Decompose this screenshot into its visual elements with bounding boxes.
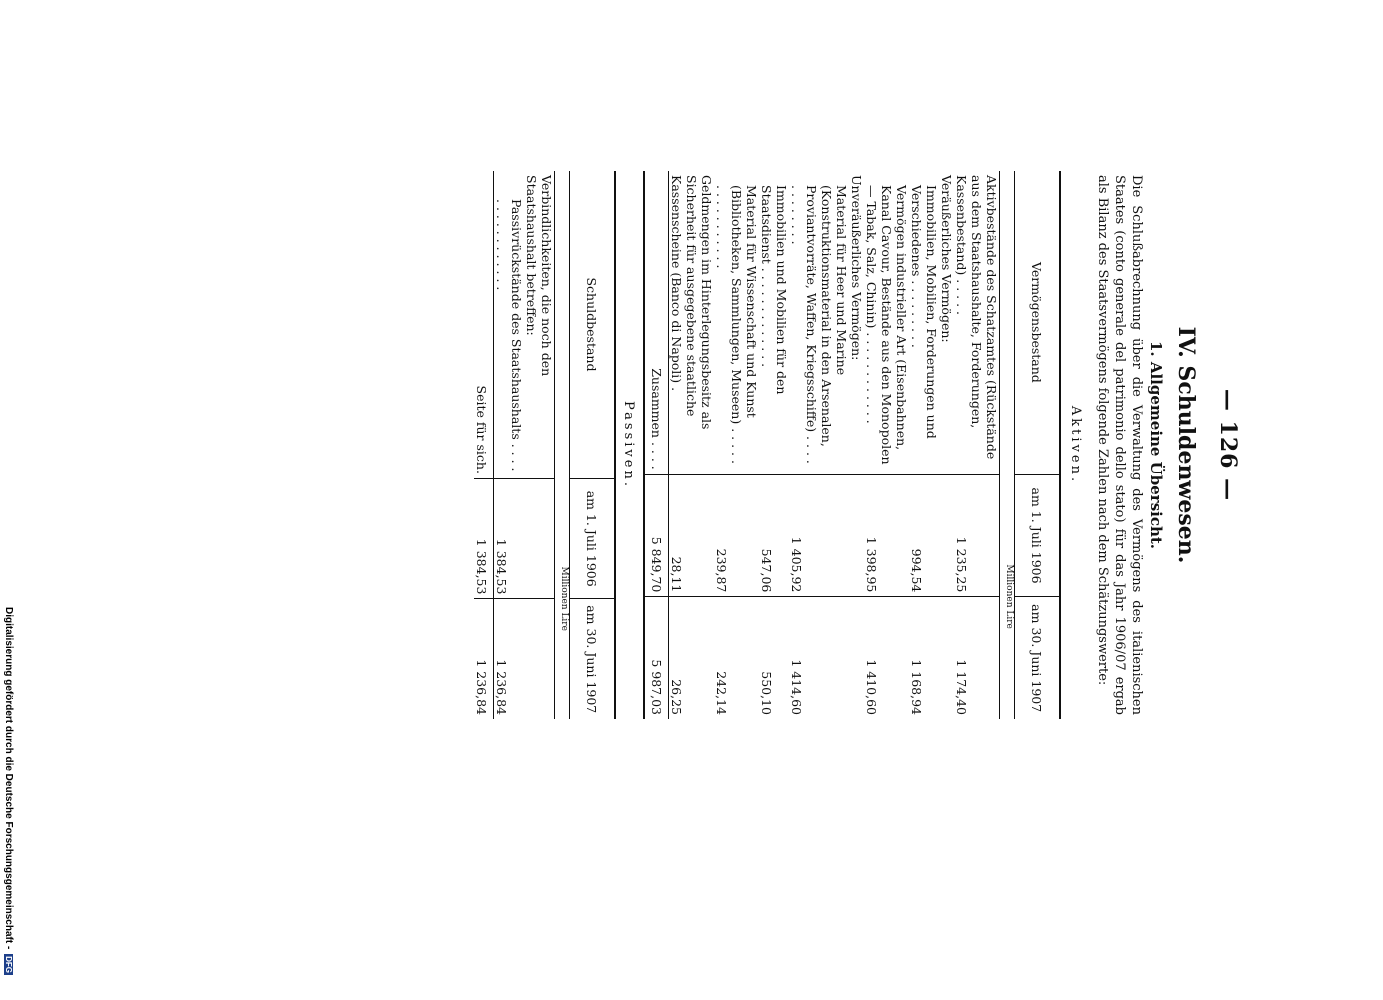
- footer-text: Digitalisierung gefördert durch die Deutsche Forschungsgemeinschaft -: [3, 607, 14, 950]
- table-row: [909, 171, 939, 719]
- table-row: [494, 171, 525, 719]
- rotated-page: [141, 135, 1241, 755]
- row-label: Aktivbestände des Schatzamtes (Rückstände aus dem Staatshaushalte, Forderungen, Kassenbestand) . . . . .: [954, 175, 999, 460]
- table-row: [789, 171, 849, 719]
- unit-spacer: [1000, 171, 1015, 474]
- unit-label: Millionen Lire: [555, 478, 570, 719]
- digitization-footer: [3, 607, 14, 997]
- row-value-1906: 547,06: [759, 474, 789, 597]
- col-header-1907: am 30. Juni 1907: [570, 599, 616, 719]
- unit-spacer: [555, 171, 570, 478]
- row-value-1906: [524, 478, 555, 599]
- row-value-1906: 239,87: [714, 474, 759, 597]
- col-header-label: Vermögensbestand: [1015, 171, 1061, 474]
- row-value-1906: 1 398,95: [864, 474, 909, 597]
- aktiven-table: [643, 171, 1061, 719]
- row-value-1906: 994,54: [909, 474, 939, 597]
- row-label: Unveräußerliches Vermögen:: [849, 175, 864, 361]
- table-row: [669, 171, 715, 719]
- row-value-1907: 1 414,60: [789, 597, 849, 719]
- row-value-1906: 1 405,92: [789, 474, 849, 597]
- row-value-1906: 1 235,25: [954, 474, 1000, 597]
- row-value-1907: 1 174,40: [954, 597, 1000, 719]
- row-value-1907: [849, 597, 864, 719]
- sub-heading: 1. Allgemeine Übersicht.: [1147, 340, 1165, 550]
- unit-row: [555, 171, 570, 719]
- intro-paragraph: Die Schlußabrechnung über die Verwaltung des Vermögens des italienischen Staates (conto generale del patrimonio dello stato) für das Jahr 1906/07 ergab als Bilanz des Staatsvermögens folgende Zahlen nach dem Schätzungswerte:: [1095, 175, 1144, 715]
- table-row: [714, 171, 759, 719]
- section-heading: IV. Schuldenwesen.: [1173, 326, 1199, 564]
- row-value-1906: [849, 474, 864, 597]
- col-header-1906: am 1. Juli 1906: [570, 478, 616, 599]
- row-label: Immobilien und Mobilien für den Staatsdienst . . . . . . . . . . . . .: [759, 185, 789, 395]
- table-row: [939, 171, 954, 719]
- page-number: — 126 —: [1215, 388, 1241, 502]
- row-value-1906: [939, 474, 954, 597]
- unit-label: Millionen Lire: [1000, 474, 1015, 719]
- total-1907: 5 987,03: [644, 597, 669, 719]
- col-header-1906: am 1. Juli 1906: [1015, 474, 1061, 597]
- aktiven-title: Aktiven.: [1068, 405, 1083, 485]
- row-label: Veräußerliches Vermögen:: [939, 175, 954, 343]
- table-row: [864, 171, 909, 719]
- row-label: Vermögen industrieller Art (Eisenbahnen, Kanal Cavour, Bestände aus den Monopolen — Tabak, Salz, Chinin) . . . . . . . . . . . .: [864, 185, 909, 465]
- total-1906: 5 849,70: [644, 474, 669, 597]
- row-value-1907: 1 410,60: [864, 597, 909, 719]
- table-row: [524, 171, 555, 719]
- row-label: Geldmengen im Hinterlegungsbesitz als Sicherheit für ausgegebene staatliche Kassenscheine (Banco di Napoli) .: [669, 175, 714, 430]
- col-header-1907: am 30. Juni 1907: [1015, 597, 1061, 719]
- aktiven-header-row: [1015, 171, 1061, 719]
- table-row: [954, 171, 1000, 719]
- aktiven-rows: [669, 171, 1000, 719]
- table-row: [759, 171, 789, 719]
- col-header-label: Schuldbestand: [570, 171, 616, 478]
- row-value-1907: [939, 597, 954, 719]
- row-value-1907: 1 236,84: [494, 599, 525, 719]
- row-label: Verbindlichkeiten, die noch den Staatshaushalt betreffen:: [524, 175, 554, 377]
- passiven-table: [474, 171, 616, 719]
- row-value-1906: 1 384,53: [494, 478, 525, 599]
- row-value-1906: 28,11: [669, 474, 715, 597]
- row-label: Passivrückstände des Staatshaushalts . . . . . . . . . . . . . . . .: [494, 199, 524, 472]
- row-value-1907: [524, 599, 555, 719]
- total-1906: 1 384,53: [474, 478, 494, 599]
- unit-row: [1000, 171, 1015, 719]
- total-label: Seite für sich.: [474, 171, 494, 478]
- row-value-1907: 550,10: [759, 597, 789, 719]
- row-value-1907: 26,25: [669, 597, 715, 719]
- row-label: Material für Wissenschaft und Kunst (Bibliotheken, Sammlungen, Museen) . . . . . . . . . . . . . . . .: [714, 185, 759, 464]
- passiven-rows: [494, 171, 555, 719]
- passiven-header-row: [570, 171, 616, 719]
- row-label: Material für Heer und Marine (Konstruktionsmaterial in den Arsenalen, Proviantvorräte, Waffen, Kriegsschiffe) . . . . . . . . . . . .: [789, 185, 849, 464]
- dfg-logo: DFG: [4, 956, 14, 973]
- passiven-title: Passiven.: [621, 401, 636, 489]
- aktiven-total-row: [644, 171, 669, 719]
- row-label: Immobilien, Mobilien, Forderungen und Verschiedenes . . . . . . . . .: [909, 185, 939, 439]
- total-label: Zusammen . . . .: [644, 171, 669, 474]
- total-1907: 1 236,84: [474, 599, 494, 719]
- passiven-total-row: [474, 171, 494, 719]
- row-value-1907: 1 168,94: [909, 597, 939, 719]
- row-value-1907: 242,14: [714, 597, 759, 719]
- table-row: [849, 171, 864, 719]
